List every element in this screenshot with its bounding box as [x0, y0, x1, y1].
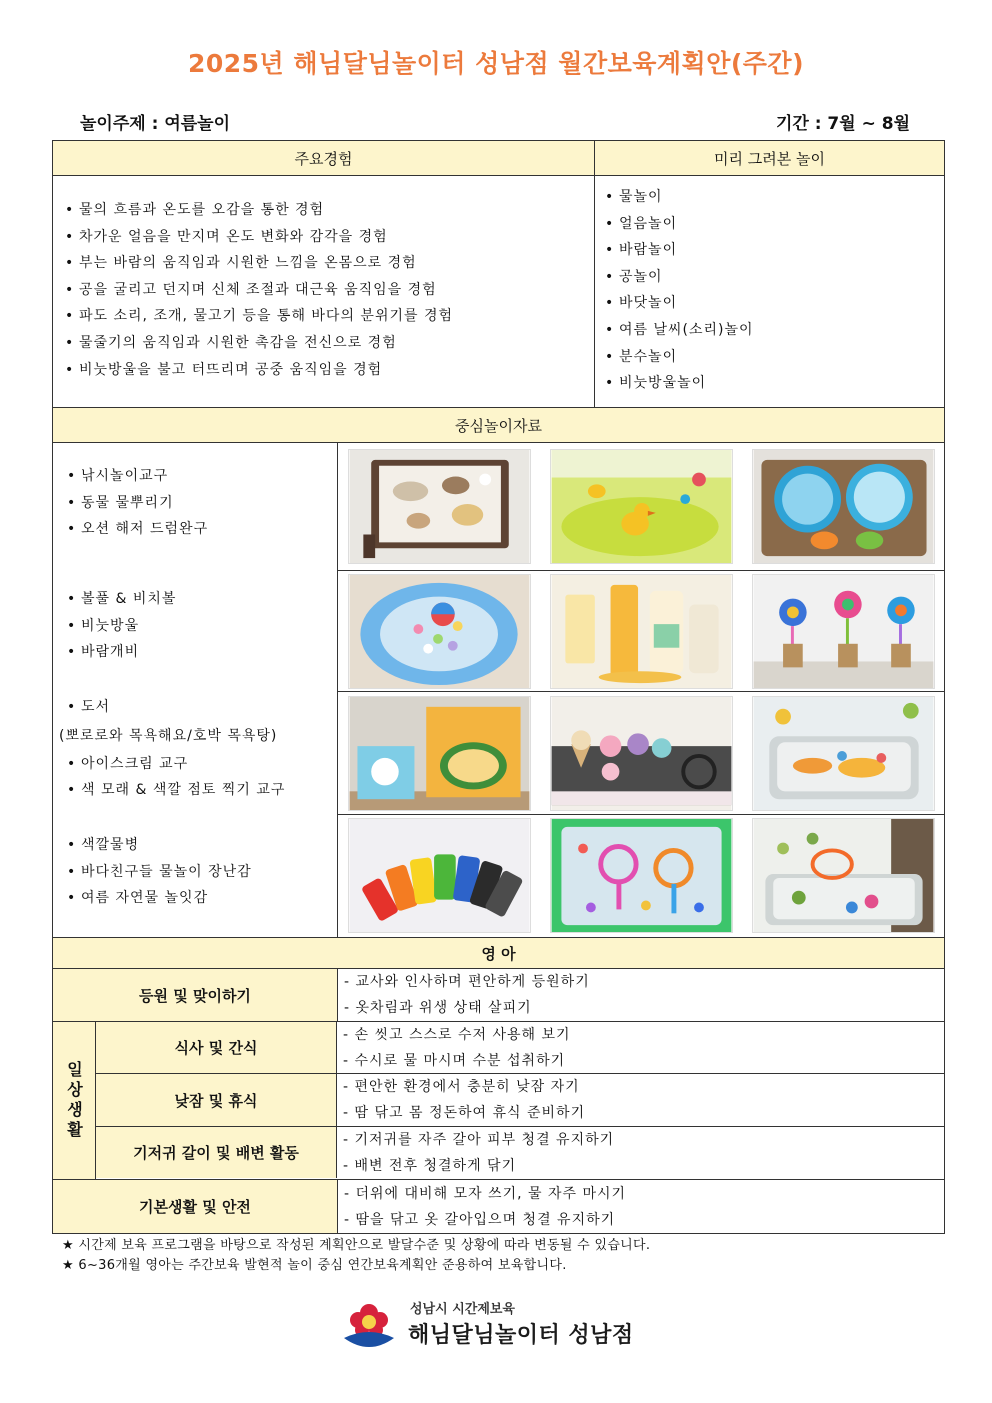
planned-list: [601, 184, 944, 397]
list-item: • 분수놀이: [601, 344, 944, 371]
arrival-content: [338, 969, 944, 1021]
plan-table: [52, 140, 945, 1234]
content-line: - 배변 전후 청결하게 닦기: [343, 1157, 517, 1174]
meal-content: [337, 1022, 944, 1073]
basic-safety-content: [338, 1180, 944, 1233]
list-item: • 바람개비: [63, 639, 338, 666]
note-line: ★ 6~36개월 영아는 주간보육 발현적 놀이 중심 연간보육계획안 준용하여 보육합니다.: [62, 1258, 567, 1273]
nap-label: 낮잠 및 휴식: [96, 1074, 337, 1126]
daily-life-label-text: 일상생활: [64, 1060, 84, 1141]
experience-header: 주요경험: [53, 141, 595, 175]
planned-cell: [595, 176, 944, 407]
content-line: - 수시로 물 마시며 수분 섭취하기: [343, 1052, 566, 1069]
basic-safety-label: 기본생활 및 안전: [53, 1180, 338, 1233]
list-item: • 동물 물뿌리기: [63, 490, 338, 517]
list-item: • 물줄기의 움직임과 시원한 촉감을 전신으로 경험: [61, 330, 594, 357]
list-item: • 바닷놀이: [601, 290, 944, 317]
plan-period: 기간 : 7월 ~ 8월: [775, 114, 910, 134]
content-line: - 더위에 대비해 모자 쓰기, 물 자주 마시기: [344, 1185, 627, 1202]
list-item: • 비눗방울: [63, 613, 338, 640]
list-item: • 얼음놀이: [601, 211, 944, 238]
meal-label: 식사 및 간식: [96, 1022, 337, 1073]
infant-header: 영 아: [53, 938, 944, 968]
list-item: • 색깔물병: [63, 832, 338, 859]
nature-toy-photo: [752, 818, 935, 933]
materials-photo-grid: [338, 443, 944, 937]
list-item: • 바다친구들 물놀이 장난감: [63, 859, 338, 886]
list-item: • 파도 소리, 조개, 물고기 등을 통해 바다의 분위기를 경험: [61, 303, 594, 330]
footer-logo-block: [340, 1296, 670, 1356]
materials-group-4: [53, 832, 338, 912]
list-item: • 여름 자연물 놀잇감: [63, 885, 338, 912]
list-item: • 비눗방울놀이: [601, 370, 944, 397]
nap-content: [337, 1074, 944, 1126]
footer-subtitle: 성남시 시간제보육: [410, 1302, 515, 1317]
materials-group-2: [53, 586, 338, 666]
diaper-content: [337, 1127, 944, 1178]
materials-group-3: [53, 694, 338, 804]
content-line: - 편안한 환경에서 충분히 낮잠 자기: [343, 1079, 580, 1095]
city-emblem-icon: [340, 1298, 398, 1352]
list-item: • 낚시놀이교구: [63, 463, 338, 490]
list-item: • 부는 바람의 움직임과 시원한 느낌을 온몸으로 경험: [61, 250, 594, 277]
ocean-drum-photo: [752, 449, 935, 564]
list-item: • 비눗방울을 불고 터뜨리며 공중 움직임을 경험: [61, 357, 594, 384]
experience-cell: [53, 176, 595, 407]
note-line: ★ 시간제 보육 프로그램을 바탕으로 작성된 계획안으로 발달수준 및 상황에 따라 변동될 수 있습니다.: [62, 1238, 651, 1253]
color-bottles-photo: [348, 818, 531, 933]
picture-books-photo: [348, 696, 531, 811]
daily-life-rows: [96, 1022, 944, 1179]
list-item: • 차가운 얼음을 만지며 온도 변화와 감각을 경험: [61, 224, 594, 251]
list-item: • 물놀이: [601, 184, 944, 211]
list-item: • 공놀이: [601, 264, 944, 291]
list-item: • 물의 흐름과 온도를 오감을 통한 경험: [61, 197, 594, 224]
bubble-toy-photo: [550, 574, 733, 689]
page-title: 2025년 해님달님놀이터 성남점 월간보육계획안(주간): [187, 49, 805, 78]
planned-header: 미리 그려본 놀이: [595, 141, 944, 175]
arrival-label: 등원 및 맞이하기: [53, 969, 338, 1021]
ball-pool-photo: [348, 574, 531, 689]
content-line: - 기저귀를 자주 갈아 피부 청결 유지하기: [343, 1131, 615, 1148]
ice-cream-toy-photo: [550, 696, 733, 811]
list-item: • 공을 굴리고 던지며 신체 조절과 대근육 움직임을 경험: [61, 277, 594, 304]
content-line: - 땀 닦고 몸 정돈하여 휴식 준비하기: [343, 1105, 586, 1121]
experience-list: [61, 197, 594, 383]
sea-friends-toy-photo: [550, 818, 733, 933]
color-sand-photo: [752, 696, 935, 811]
list-item: • 볼풀 & 비치볼: [63, 586, 338, 613]
materials-list-cell: [53, 443, 338, 937]
list-item: • 여름 날씨(소리)놀이: [601, 317, 944, 344]
notes: [62, 1236, 650, 1276]
footer-name: 해님달님놀이터 성남점: [408, 1323, 634, 1348]
list-item: • 바람놀이: [601, 237, 944, 264]
list-item: • 아이스크림 교구: [63, 751, 338, 778]
book-titles: (뽀로로와 목욕해요/호박 목욕탕): [59, 727, 278, 744]
list-item: • 오션 해저 드럼완구: [63, 516, 338, 543]
content-line: - 교사와 인사하며 편안하게 등원하기: [344, 974, 590, 990]
materials-group-1: [53, 463, 338, 543]
animal-water-toy-photo: [550, 449, 733, 564]
fishing-puzzle-photo: [348, 449, 531, 564]
content-line: - 손 씻고 스스로 수저 사용해 보기: [343, 1026, 571, 1043]
content-line: - 땀을 닦고 옷 갈아입으며 청결 유지하기: [344, 1211, 616, 1228]
materials-header: 중심놀이자료: [53, 408, 944, 442]
diaper-label: 기저귀 갈이 및 배변 활동: [96, 1127, 337, 1178]
daily-life-label: [53, 1022, 96, 1179]
pinwheel-photo: [752, 574, 935, 689]
list-item: • 색 모래 & 색깔 점토 찍기 교구: [63, 777, 338, 804]
play-topic: 놀이주제 : 여름놀이: [80, 114, 231, 134]
content-line: - 옷차림과 위생 상태 살피기: [344, 1000, 532, 1016]
list-item: • 도서: [63, 694, 338, 721]
